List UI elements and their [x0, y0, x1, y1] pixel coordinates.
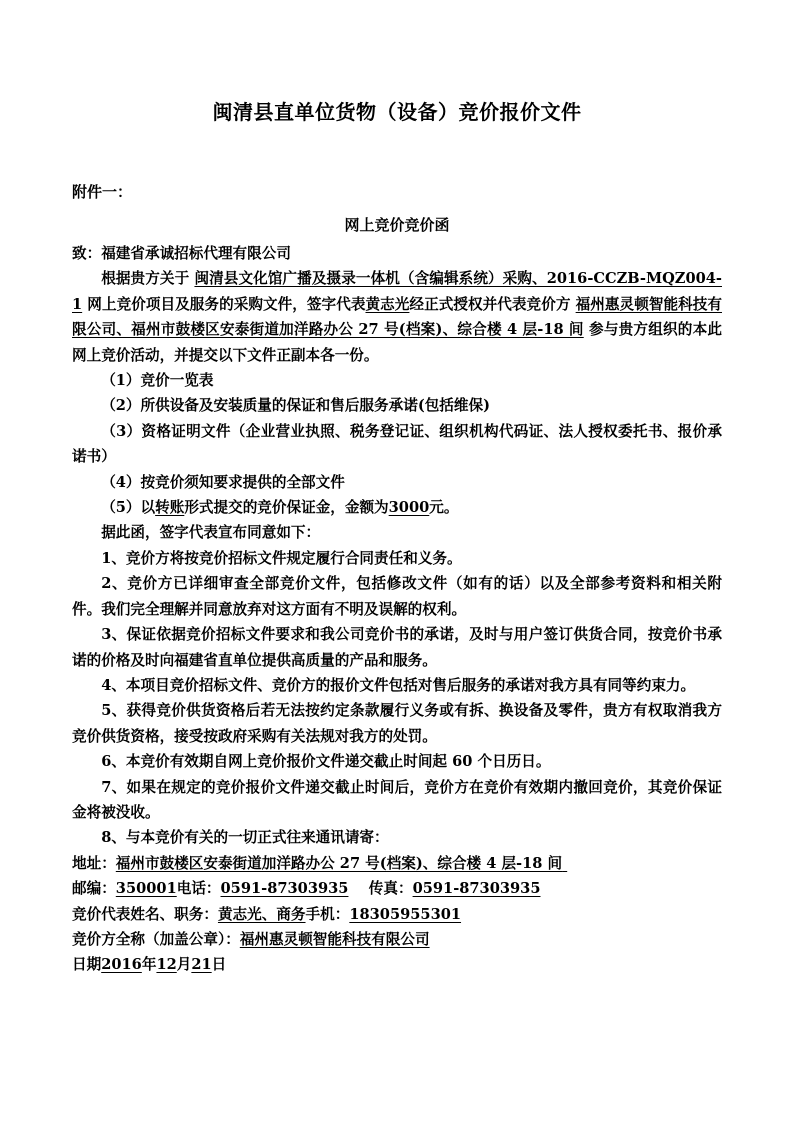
- item5-prefix: （5）以: [101, 499, 156, 517]
- date-day: 21: [191, 956, 212, 974]
- clause-5: 5、获得竞价供货资格后若无法按约定条款履行义务或有拆、换设备及零件，贵方有权取消我方竞价供货资格，接受按政府采购有关法规对我方的处罚。: [72, 702, 722, 745]
- clause-3: 3、保证依据竞价招标文件要求和我公司竞价书的承诺，及时与用户签订供货合同，按竞价书承诺的价格及时向福建省直单位提供高质量的产品和服务。: [72, 626, 722, 669]
- fax-value: 0591-87303935: [412, 880, 541, 898]
- date-month-unit: 月: [176, 956, 192, 974]
- clause-8: 8、与本竞价有关的一切正式往来通讯请寄：: [101, 829, 389, 847]
- page-title: 闽清县直单位货物（设备）竞价报价文件: [212, 100, 582, 124]
- date-day-unit: 日: [211, 956, 227, 974]
- tel-label: 电话：: [176, 880, 221, 898]
- rep-label: 竞价代表姓名、职务：: [72, 905, 218, 923]
- date-year-unit: 年: [141, 956, 157, 974]
- list-item-5: [72, 495, 722, 520]
- mobile-label: 手机：: [305, 905, 350, 923]
- representative-name: 黄志光: [365, 295, 410, 313]
- address-label: 地址：: [72, 854, 116, 872]
- section-title: 网上竞价竞价函: [344, 216, 450, 234]
- bidder-address: 福州惠灵顿智能科技有限公司、福州市鼓楼区安泰街道加洋路办公 27 号(档案)、综合楼 4 层-18 间: [72, 295, 722, 339]
- list-item-2: （2）所供设备及安装质量的保证和售后服务承诺(包括维保): [101, 397, 490, 415]
- payment-method: 转账: [155, 499, 185, 517]
- date-month: 12: [156, 956, 177, 974]
- address-value: 福州市鼓楼区安泰街道加洋路办公 27 号(档案)、综合楼 4 层-18 间: [115, 854, 563, 872]
- salutation-prefix: 致：: [72, 245, 102, 262]
- company-label: 竞价方全称（加盖公章）：: [72, 930, 240, 948]
- contact-block: [72, 851, 722, 978]
- representative-line: [72, 902, 722, 927]
- salutation-line: [72, 241, 722, 266]
- date-label: 日期: [72, 956, 102, 974]
- company-value: 福州惠灵顿智能科技有限公司: [239, 930, 430, 948]
- para1-mid1: 网上竞价项目及服务的采购文件，签字代表: [87, 295, 366, 313]
- clause-7: 7、如果在规定的竞价报价文件递交截止时间后，竞价方在竞价有效期内撤回竞价，其竞价保证金将被没收。: [72, 778, 722, 821]
- para1-tail: 参与贵方组织的本此网上竞价活动，并提交以下文件正副本各一份。: [72, 321, 722, 364]
- clause-4: 4、本项目竞价招标文件、竞价方的报价文件包括对售后服务的承诺对我方具有同等约束力。: [101, 676, 696, 694]
- date-year: 2016: [101, 956, 142, 974]
- postcode-value: 350001: [115, 880, 177, 898]
- list-item-3: （3）资格证明文件（企业营业执照、税务登记证、组织机构代码证、法人授权委托书、报价承诺书）: [72, 422, 722, 466]
- deposit-amount: 3000: [388, 499, 430, 517]
- declaration-lead: 据此函，签字代表宣布同意如下：: [101, 524, 321, 542]
- date-line: [72, 952, 722, 977]
- clause-1: 1、竞价方将按竞价招标文件规定履行合同责任和义务。: [101, 549, 462, 567]
- clause-2: 2、竞价方已详细审查全部竞价文件，包括修改文件（如有的话）以及全部参考资料和相关附件。我们完全理解并同意放弃对这方面有不明及误解的权利。: [72, 575, 722, 618]
- attachment-label: 附件一：: [72, 183, 133, 201]
- list-item-1: （1）竞价一览表: [101, 372, 214, 390]
- item5-mid: 形式提交的竞价保证金，金额为: [184, 499, 389, 517]
- fax-label: 传真：: [368, 880, 413, 898]
- tel-value: 0591-87303935: [220, 880, 349, 898]
- postcode-tel-fax-line: [72, 876, 722, 901]
- rep-value: 黄志光、商务: [217, 905, 306, 923]
- clause-6: 6、本竞价有效期自网上竞价报价文件递交截止时间起 60 个日历日。: [101, 753, 551, 771]
- salutation-target: 福建省承诚招标代理有限公司: [101, 245, 291, 262]
- para1-lead: 根据贵方关于: [101, 270, 190, 288]
- postcode-label: 邮编：: [72, 880, 116, 898]
- project-name: 闽清县文化馆广播及摄录一体机（含编辑系统）采购、2016-CCZB-MQZ004-1: [72, 270, 722, 313]
- address-line: [72, 851, 722, 876]
- para1-mid2: 经正式授权并代表竞价方: [409, 295, 571, 313]
- list-item-4: （4）按竞价须知要求提供的全部文件: [101, 473, 345, 491]
- company-line: [72, 927, 722, 952]
- paragraph-one: [72, 266, 722, 368]
- mobile-value: 18305955301: [349, 905, 462, 923]
- item5-suffix: 元。: [429, 499, 459, 517]
- document-body: [72, 241, 722, 978]
